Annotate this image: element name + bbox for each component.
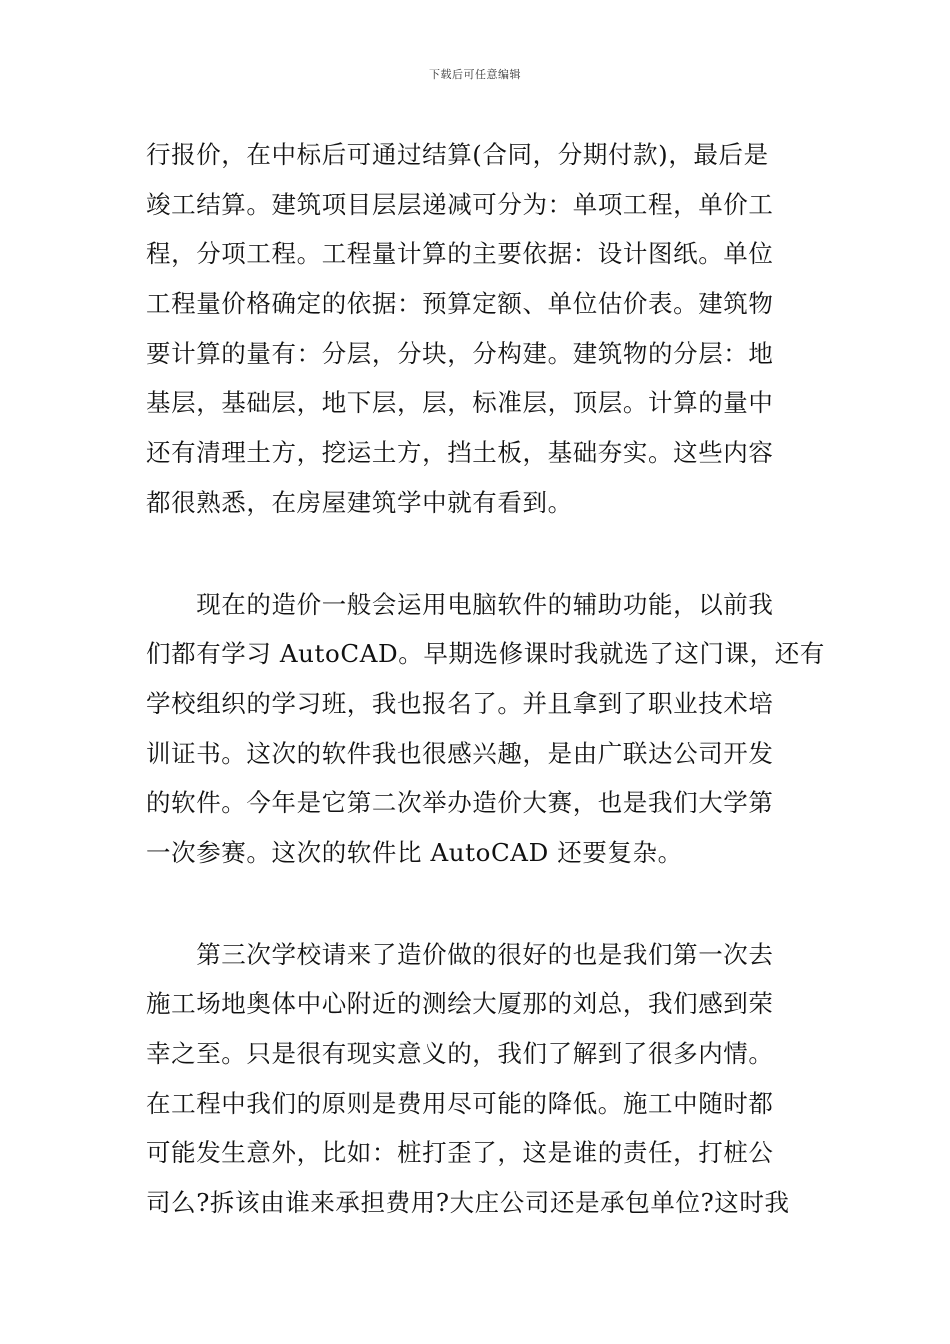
paragraph-spacer	[146, 528, 806, 580]
paragraph-3	[146, 930, 806, 1228]
text-line: 要计算的量有：分层，分块，分构建。建筑物的分层：地	[146, 338, 774, 368]
paragraph-2	[146, 580, 825, 878]
text-line: 司么?拆该由谁来承担费用?大庄公司还是承包单位?这时我	[146, 1188, 790, 1218]
paragraph-spacer	[146, 878, 806, 930]
paragraph-1	[146, 130, 806, 528]
text-line: 工程量价格确定的依据：预算定额、单位估价表。建筑物	[146, 289, 774, 319]
text-line: 行报价，在中标后可通过结算(合同，分期付款)，最后是	[146, 140, 769, 169]
text-line: 学校组织的学习班，我也报名了。并且拿到了职业技术培	[146, 688, 774, 718]
text-line: 的软件。今年是它第二次举办造价大赛，也是我们大学第	[146, 788, 774, 818]
text-line: 一次参赛。这次的软件比 AutoCAD 还要复杂。	[146, 837, 683, 867]
text-line: 施工场地奥体中心附近的测绘大厦那的刘总，我们感到荣	[146, 989, 774, 1019]
page-header: 下载后可任意编辑	[429, 68, 521, 81]
text-line: 竣工结算。建筑项目层层递减可分为：单项工程，单价工	[146, 189, 774, 219]
text-line: 现在的造价一般会运用电脑软件的辅助功能，以前我	[146, 589, 774, 619]
text-line: 们都有学习 AutoCAD。早期选修课时我就选了这门课，还有	[146, 639, 825, 669]
document-body	[146, 130, 825, 1228]
text-line: 程，分项工程。工程量计算的主要依据：设计图纸。单位	[146, 239, 774, 269]
text-line: 幸之至。只是很有现实意义的，我们了解到了很多内情。	[146, 1039, 774, 1068]
text-line: 在工程中我们的原则是费用尽可能的降低。施工中随时都	[146, 1088, 774, 1118]
text-line: 可能发生意外，比如：桩打歪了，这是谁的责任，打桩公	[146, 1138, 774, 1168]
text-line: 基层，基础层，地下层，层，标准层，顶层。计算的量中	[146, 388, 774, 418]
text-line: 都很熟悉，在房屋建筑学中就有看到。	[146, 487, 573, 517]
text-line: 第三次学校请来了造价做的很好的也是我们第一次去	[146, 939, 774, 969]
text-line: 还有清理土方，挖运土方，挡土板，基础夯实。这些内容	[146, 438, 774, 468]
text-line: 训证书。这次的软件我也很感兴趣，是由广联达公司开发	[146, 738, 774, 768]
